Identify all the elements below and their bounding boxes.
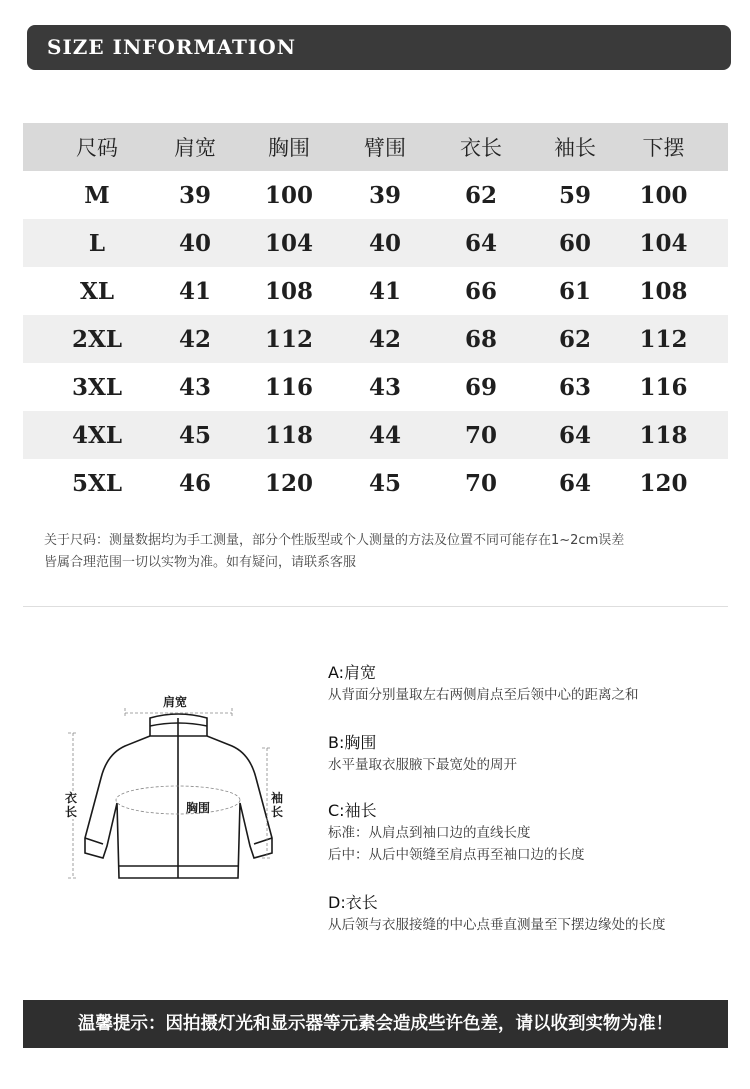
cell-sleeve: 62	[558, 325, 591, 353]
cell-sleeve: 59	[558, 181, 591, 209]
label-sleeve: 袖长	[271, 791, 284, 819]
cell-size: 3XL	[71, 373, 123, 401]
cell-shoulder: 46	[178, 469, 211, 497]
label-chest: 胸围	[186, 801, 211, 815]
table-row	[23, 411, 728, 459]
table-row	[23, 267, 728, 315]
header-cell-sleeve: 袖长	[554, 136, 596, 160]
definition-c-title: C:袖长	[328, 801, 377, 820]
cell-arm: 45	[368, 469, 401, 497]
header-cell-chest: 胸围	[268, 136, 310, 160]
cell-length: 66	[464, 277, 497, 305]
cell-shoulder: 41	[178, 277, 211, 305]
cell-hem: 104	[639, 229, 688, 257]
definition-b-text: 水平量取衣服腋下最宽处的周开	[328, 757, 517, 773]
cell-arm: 41	[368, 277, 401, 305]
cell-shoulder: 42	[178, 325, 211, 353]
cell-arm: 40	[368, 229, 401, 257]
cell-size: 5XL	[71, 469, 123, 497]
cell-shoulder: 45	[178, 421, 211, 449]
definition-a-title: A:肩宽	[328, 663, 377, 682]
table-row	[23, 219, 728, 267]
cell-chest: 120	[264, 469, 313, 497]
header-cell-size: 尺码	[76, 136, 118, 160]
definition-b	[328, 732, 738, 776]
cell-chest: 100	[264, 181, 313, 209]
definition-d-title: D:衣长	[328, 893, 378, 912]
cell-chest: 104	[264, 229, 313, 257]
cell-size: L	[88, 229, 106, 257]
header-cell-shoulder: 肩宽	[174, 136, 216, 160]
cell-chest: 118	[264, 421, 313, 449]
cell-chest: 112	[264, 325, 313, 353]
footer-notice-text: 温馨提示：因拍摄灯光和显示器等元素会造成些许色差，请以收到实物为准！	[78, 1014, 673, 1034]
header-bar	[27, 25, 731, 70]
jacket-illustration	[55, 688, 305, 888]
cell-length: 64	[464, 229, 497, 257]
definition-a	[328, 662, 738, 706]
table-header-row	[23, 123, 728, 171]
cell-shoulder: 40	[178, 229, 211, 257]
label-length: 衣长	[65, 791, 78, 819]
definition-c	[328, 800, 738, 866]
cell-hem: 108	[639, 277, 688, 305]
cell-size: 2XL	[71, 325, 123, 353]
cell-length: 62	[464, 181, 497, 209]
table-row	[23, 459, 728, 507]
cell-size: M	[84, 181, 110, 209]
cell-size: XL	[79, 277, 115, 305]
page-title: SIZE INFORMATION	[47, 35, 296, 59]
definition-d-text: 从后领与衣服接缝的中心点垂直测量至下摆边缘处的长度	[328, 917, 666, 933]
definition-c-text-standard: 标准：从肩点到袖口边的直线长度	[328, 825, 531, 841]
note-line-2: 皆属合理范围一切以实物为准。如有疑问，请联系客服	[44, 555, 357, 570]
cell-sleeve: 63	[558, 373, 591, 401]
definition-d	[328, 892, 738, 936]
definition-a-text: 从背面分别量取左右两侧肩点至后领中心的距离之和	[328, 687, 639, 703]
footer-notice-bar	[23, 1000, 728, 1048]
label-shoulder: 肩宽	[163, 695, 188, 709]
cell-hem: 116	[639, 373, 688, 401]
cell-sleeve: 60	[558, 229, 591, 257]
cell-chest: 116	[264, 373, 313, 401]
table-row	[23, 363, 728, 411]
section-divider	[23, 606, 728, 607]
header-cell-length: 衣长	[460, 136, 502, 160]
jacket-diagram	[55, 688, 305, 888]
table-row	[23, 315, 728, 363]
cell-arm: 43	[368, 373, 401, 401]
cell-length: 69	[464, 373, 497, 401]
cell-hem: 118	[639, 421, 688, 449]
cell-hem: 120	[639, 469, 688, 497]
table-row	[23, 171, 728, 219]
cell-arm: 39	[368, 181, 401, 209]
header-cell-arm: 臂围	[364, 136, 406, 160]
size-table	[23, 123, 728, 507]
note-line-1: 关于尺码：测量数据均为手工测量，部分个性版型或个人测量的方法及位置不同可能存在1~2cm误差	[44, 533, 625, 548]
cell-length: 68	[464, 325, 497, 353]
cell-sleeve: 64	[558, 469, 591, 497]
definition-c-text-back: 后中：从后中领缝至肩点再至袖口边的长度	[328, 847, 585, 863]
cell-arm: 42	[368, 325, 401, 353]
cell-length: 70	[464, 469, 497, 497]
cell-sleeve: 64	[558, 421, 591, 449]
cell-shoulder: 39	[178, 181, 211, 209]
cell-hem: 100	[639, 181, 688, 209]
cell-hem: 112	[639, 325, 688, 353]
cell-length: 70	[464, 421, 497, 449]
definition-b-title: B:胸围	[328, 733, 377, 752]
cell-shoulder: 43	[178, 373, 211, 401]
table-body	[23, 171, 728, 507]
measurement-note	[44, 530, 734, 574]
header-cell-hem: 下摆	[642, 136, 685, 160]
cell-sleeve: 61	[558, 277, 591, 305]
cell-size: 4XL	[71, 421, 123, 449]
cell-chest: 108	[264, 277, 313, 305]
cell-arm: 44	[368, 421, 401, 449]
